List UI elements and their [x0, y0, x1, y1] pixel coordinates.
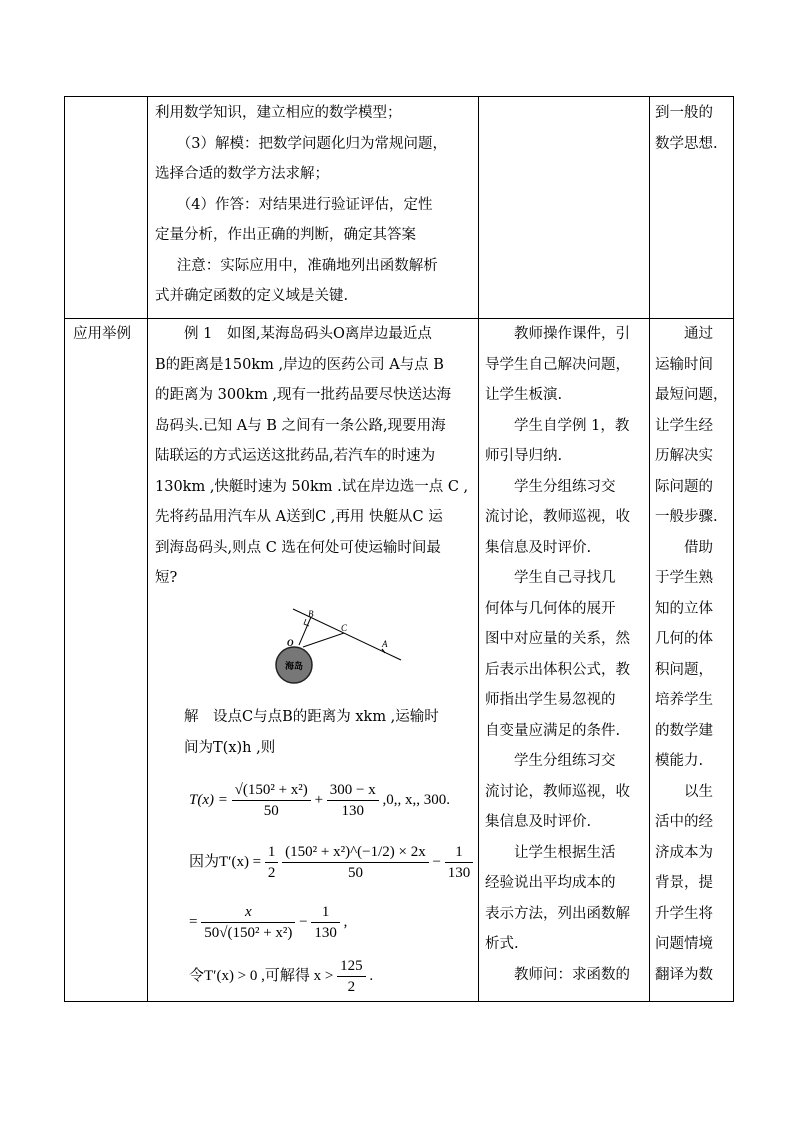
fraction [327, 781, 379, 820]
solution-line: 解 设点C与点B的距离为 xkm ,运输时 [184, 709, 439, 725]
intent-line: 借助 [684, 539, 713, 556]
content-line: 式并确定函数的定义域是关键. [155, 288, 349, 304]
column-divider [478, 97, 479, 1001]
label-A: A [382, 639, 388, 649]
denominator: 50 [263, 803, 279, 819]
numerator: x [201, 903, 295, 923]
example-line: 陆联运的方式运送这批药品,若汽车的时速为 [155, 448, 436, 464]
activity-line: 学生自己寻找几 [514, 570, 616, 586]
activity-line: 教师操作课件，引 [514, 326, 630, 342]
intent-line: 翻译为数 [655, 966, 713, 983]
intent-line: 于学生熟 [655, 570, 713, 586]
lesson-plan-table [64, 96, 734, 1002]
intent-line: 的数学建 [655, 722, 713, 739]
island-label: 海岛 [285, 662, 304, 672]
intent-line: 最短问题， [655, 387, 728, 403]
label-C: C [341, 623, 348, 633]
formula-t-of-x [189, 781, 450, 820]
denominator: 50√(150² + x²) [204, 925, 293, 941]
intent-cell [655, 319, 731, 990]
punctuation: , [343, 913, 348, 930]
example-line: 的距离为 300km ,现有一批药品要尽快送达海 [155, 387, 452, 403]
intent-line: 济成本为 [655, 844, 713, 861]
domain-text: ,0,, x,, 300. [382, 791, 450, 808]
intent-line: 以生 [684, 783, 713, 800]
activity-line: 经验说出平均成本的 [485, 875, 616, 891]
row1-content-cell [155, 98, 471, 312]
intent-line: 问题情境 [655, 936, 713, 952]
fraction [265, 843, 279, 882]
example-line: 先将药品用汽车从 A送到C ,再用 快艇从C 运 [155, 509, 443, 525]
example-line: 岛码头.已知 A与 B 之间有一条公路,现要用海 [155, 417, 446, 434]
intent-line: 通过 [684, 326, 713, 342]
formula-prefix: 令T′(x) > 0 ,可解得 x > [189, 967, 334, 984]
fraction [311, 903, 340, 942]
example-line: 短? [155, 570, 178, 586]
column-divider [147, 97, 148, 1001]
content-line: （4）作答：对结果进行验证评估，定性 [176, 196, 433, 213]
denominator: 50 [347, 865, 363, 881]
intent-line: 一般步骤. [655, 509, 718, 525]
operator: = [189, 913, 198, 930]
numerator: 1 [265, 843, 279, 863]
denominator: 2 [267, 865, 276, 881]
section-label: 应用举例 [73, 326, 131, 342]
intent-line: 际问题的 [655, 478, 713, 495]
numerator: √(150² + x²) [232, 781, 311, 801]
activity-line: 流讨论，教师巡视，收 [485, 783, 630, 800]
activity-line: 让学生根据生活 [514, 844, 616, 861]
activity-line: 自变量应满足的条件. [485, 722, 621, 739]
activity-line: 让学生板演. [485, 387, 563, 403]
content-line: 定量分析，作出正确的判断，确定其答案 [155, 227, 416, 243]
activity-line: 学生分组练习交 [514, 478, 616, 495]
fraction [337, 957, 366, 996]
fraction [201, 903, 295, 942]
activity-line: 集信息及时评价. [485, 814, 592, 830]
example-line: 130km ,快艇时速为 50km .试在岸边选一点 C , [155, 478, 469, 495]
fraction [445, 843, 474, 882]
intent-line: 让学生经 [655, 417, 713, 434]
example-line: 例 1 如图,某海岛码头O离岸边最近点 [184, 326, 432, 342]
fraction [232, 781, 311, 820]
row1-intent-cell [655, 98, 731, 159]
intent-line: 活中的经 [655, 814, 713, 830]
activity-line: 导学生自己解决问题， [485, 356, 630, 373]
denominator: 130 [314, 925, 337, 941]
label-O: O [287, 638, 294, 648]
numerator: 300 − x [327, 781, 379, 801]
content-line: （3）解模：把数学问题化归为常规问题， [176, 135, 447, 152]
numerator: 125 [337, 957, 366, 977]
content-line: 注意：实际应用中，准确地列出函数解析 [176, 257, 438, 274]
intent-line: 积问题， [655, 661, 713, 678]
intent-line: 培养学生 [655, 692, 713, 708]
example-line: B的距离是150km ,岸边的医药公司 A与点 B [155, 356, 444, 373]
activity-line: 流讨论，教师巡视，收 [485, 509, 630, 525]
column-divider [649, 97, 650, 1001]
intent-line: 模能力. [655, 753, 704, 769]
label-B: B [308, 609, 314, 619]
example-line: 到海岛码头,则点 C 选在何处可使运输时间最 [155, 539, 441, 556]
content-line: 选择合适的数学方法求解； [155, 166, 329, 182]
operator: − [299, 913, 308, 930]
activity-line: 何体与几何体的展开 [485, 600, 616, 617]
formula-simplified [189, 903, 347, 942]
formula-derivative [189, 843, 473, 882]
operator: + [314, 791, 324, 808]
numerator: 1 [445, 843, 474, 863]
content-line: 利用数学知识，建立相应的数学模型； [155, 105, 402, 121]
segment-OC [303, 633, 344, 647]
harbor-figure [265, 605, 405, 687]
activity-line: 学生自学例 1，教 [514, 417, 630, 434]
intent-line: 知的立体 [655, 600, 713, 617]
activity-line: 析式. [485, 936, 519, 952]
denominator: 130 [341, 803, 365, 819]
activity-line: 图中对应量的关系，然 [485, 631, 630, 647]
activity-line: 学生分组练习交 [514, 753, 616, 769]
example-cell [155, 319, 473, 594]
fraction [282, 843, 429, 882]
activity-line: 后表示出体积公式，教 [485, 661, 630, 678]
solution-text [155, 702, 473, 763]
intent-line: 历解决实 [655, 448, 713, 464]
intent-line: 运输时间 [655, 356, 713, 373]
formula-inequality [189, 957, 373, 996]
formula-lhs: T(x) = [189, 791, 228, 808]
numerator: 1 [311, 903, 340, 923]
activity-line: 表示方法，列出函数解 [485, 905, 630, 922]
operator: − [432, 853, 441, 870]
denominator: 130 [447, 865, 471, 881]
activity-line: 师指出学生易忽视的 [485, 692, 616, 708]
intent-line: 数学思想. [655, 135, 718, 152]
numerator: (150² + x²)^(−1/2) × 2x [282, 843, 429, 863]
intent-line: 背景，提 [655, 875, 713, 891]
activity-line: 教师问：求函数的 [514, 966, 630, 983]
punctuation: . [369, 967, 374, 984]
formula-prefix: 因为T′(x) = [189, 853, 262, 870]
activity-line: 集信息及时评价. [485, 539, 592, 556]
intent-line: 到一般的 [655, 105, 713, 121]
activity-cell [485, 319, 643, 990]
solution-line: 间为T(x)h ,则 [184, 739, 276, 756]
activity-line: 师引导归纳. [485, 448, 563, 464]
intent-line: 几何的体 [655, 631, 713, 647]
denominator: 2 [347, 979, 356, 995]
intent-line: 升学生将 [655, 905, 713, 922]
